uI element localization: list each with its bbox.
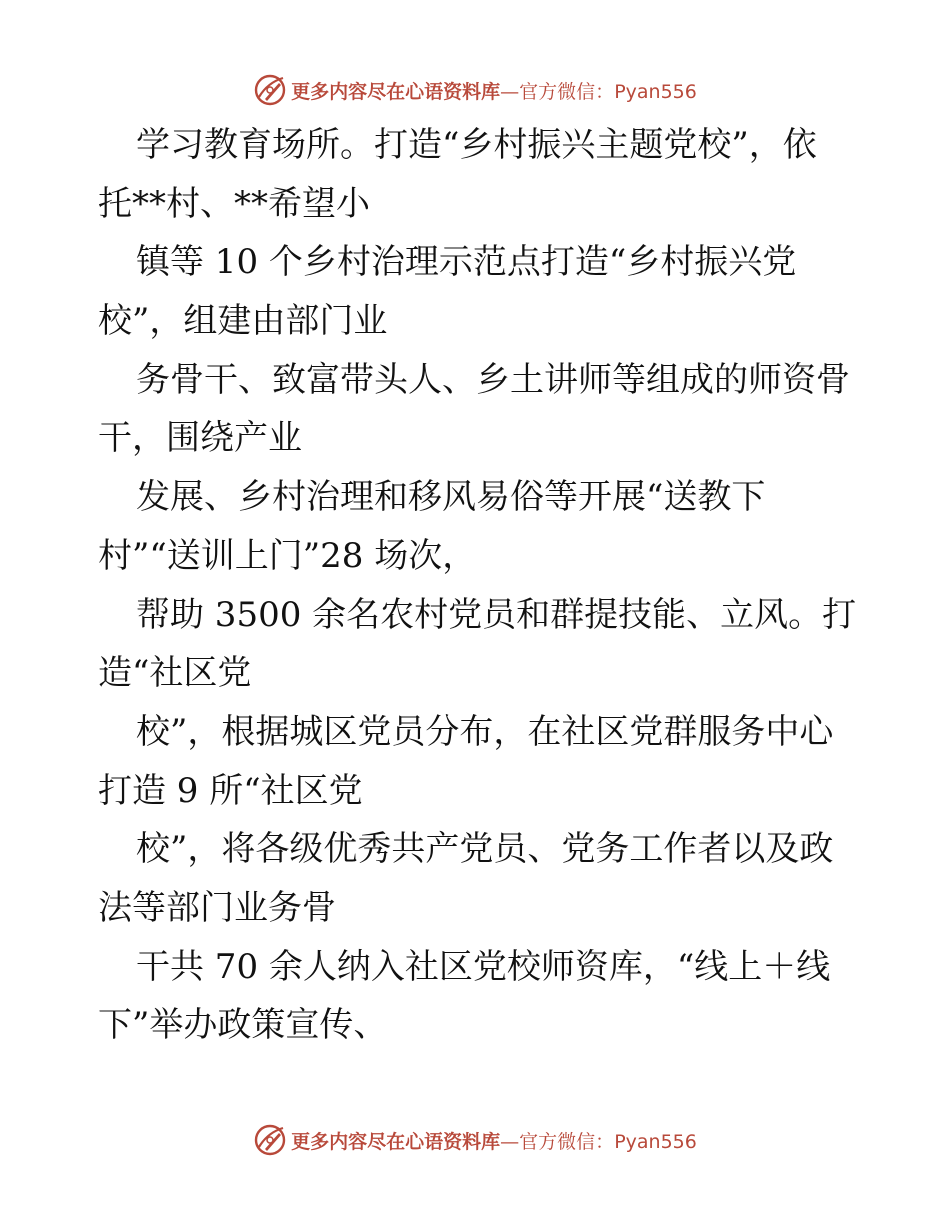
header-watermark-text: [291, 77, 697, 104]
text-line: 村”“送训上门”28 场次，: [98, 535, 477, 576]
header-watermark-main: 更多内容尽在心语资料库: [291, 80, 501, 103]
text-line: 托**村、**希望小: [98, 183, 370, 224]
text-line: 校”，根据城区党员分布，在社区党群服务中心: [136, 711, 834, 752]
document-body: [98, 116, 858, 1055]
text-line: 法等部门业务骨: [98, 887, 336, 928]
text-line: 校”，将各级优秀共产党员、党务工作者以及政: [136, 829, 834, 870]
text-line: 镇等 10 个乡村治理示范点打造“乡村振兴党: [136, 242, 797, 283]
text-line: 干，围绕产业: [98, 418, 302, 459]
footer-watermark-text: [291, 1127, 697, 1154]
footer-watermark: [0, 1120, 950, 1160]
header-wechat-label: 官方微信：: [519, 80, 615, 103]
text-line: 干共 70 余人纳入社区党校师资库，“线上＋线: [136, 946, 831, 987]
text-line: 学习教育场所。打造“乡村振兴主题党校”，依: [136, 125, 817, 165]
text-line: 打造 9 所“社区党: [98, 770, 363, 811]
header-watermark-dash: —: [500, 80, 520, 103]
header-wechat-id: Pyan556: [614, 80, 697, 103]
footer-watermark-dash: —: [500, 1130, 520, 1153]
text-line: 发展、乡村治理和移风易俗等开展“送教下: [136, 477, 766, 518]
footer-watermark-main: 更多内容尽在心语资料库: [291, 1130, 501, 1153]
pen-logo-icon: [253, 73, 287, 107]
text-line: 造“社区党: [98, 653, 252, 694]
footer-wechat-label: 官方微信：: [519, 1130, 615, 1153]
pen-logo-icon: [253, 1123, 287, 1157]
text-line: 校”，组建由部门业: [98, 301, 388, 342]
text-line: 下”举办政策宣传、: [98, 1005, 388, 1046]
text-line: 帮助 3500 余名农村党员和群提技能、立风。打: [136, 594, 857, 635]
text-line: 务骨干、致富带头人、乡土讲师等组成的师资骨: [136, 359, 850, 400]
footer-wechat-id: Pyan556: [614, 1130, 697, 1153]
header-watermark: [0, 70, 950, 110]
